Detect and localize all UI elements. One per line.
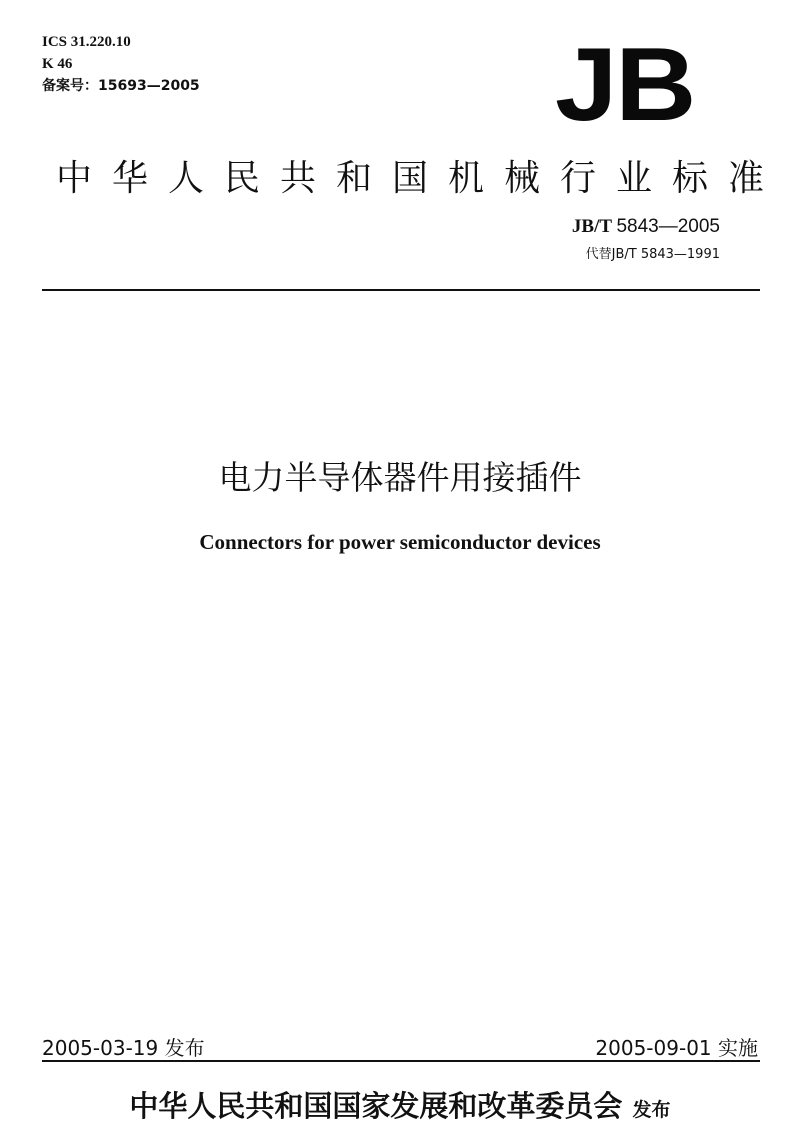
issuing-authority bbox=[0, 1084, 800, 1125]
replaces-standard: 代替JB/T 5843—1991 bbox=[585, 247, 720, 262]
standard-code-number: 5843—2005 bbox=[616, 216, 720, 237]
bottom-divider bbox=[42, 1060, 760, 1062]
standard-code-prefix: JB/T bbox=[571, 216, 612, 237]
classification-code: K 46 bbox=[42, 56, 73, 72]
top-divider bbox=[42, 289, 760, 291]
document-title-chinese: 电力半导体器件用接插件 bbox=[218, 458, 582, 497]
jb-logo: JB bbox=[555, 27, 695, 143]
implementation-date: 2005-09-01 实施 bbox=[595, 1036, 758, 1060]
document-title-english: Connectors for power semiconductor devices bbox=[199, 530, 601, 554]
issue-date: 2005-03-19 发布 bbox=[42, 1036, 205, 1060]
standard-code bbox=[572, 216, 720, 238]
issuer-name: 中华人民共和国国家发展和改革委员会 bbox=[129, 1089, 623, 1123]
ics-code: ICS 31.220.10 bbox=[42, 34, 131, 50]
issuer-suffix: 发布 bbox=[632, 1099, 671, 1121]
record-number: 备案号：15693—2005 bbox=[42, 78, 200, 94]
standard-category-title: 中华人民共和国机械行业标准 bbox=[55, 158, 784, 199]
